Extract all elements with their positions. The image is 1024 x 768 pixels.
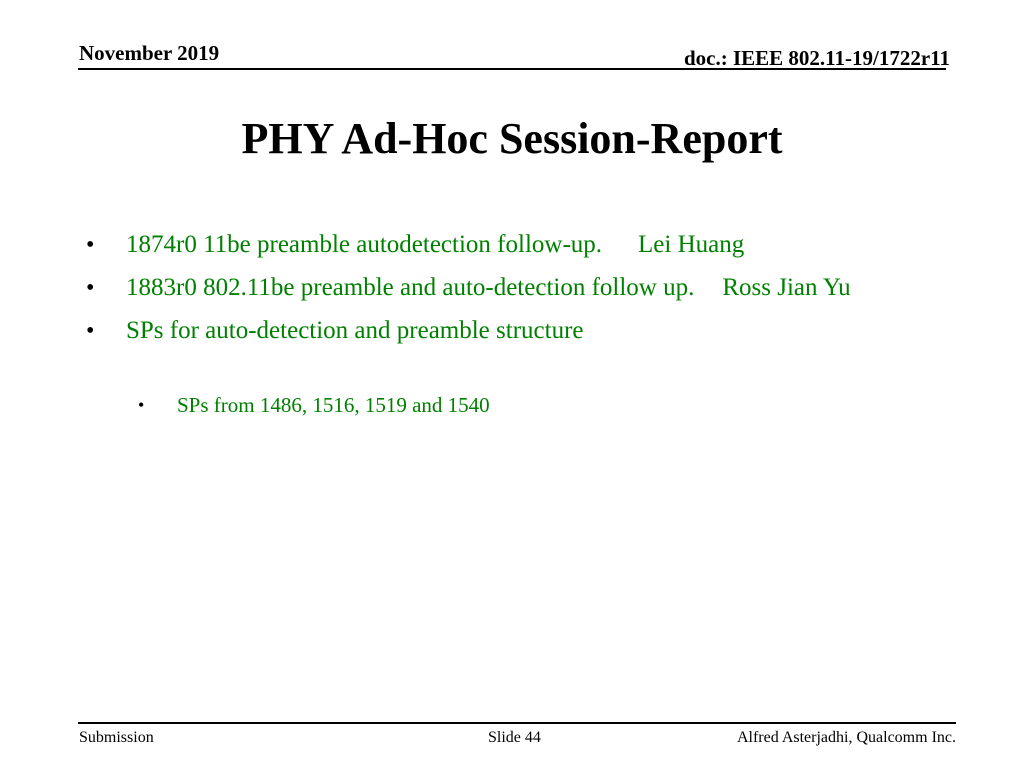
bullet-icon: • bbox=[86, 232, 95, 258]
footer-divider bbox=[78, 722, 956, 724]
bullet-item bbox=[80, 314, 940, 348]
bullet-item bbox=[80, 228, 940, 262]
footer-slide-number: Slide 44 bbox=[488, 729, 541, 746]
header-date: November 2019 bbox=[79, 41, 220, 65]
sub-bullet-item bbox=[80, 391, 940, 419]
bullet-author: Lei Huang bbox=[638, 231, 745, 258]
bullet-icon: • bbox=[86, 275, 95, 301]
bullet-text bbox=[126, 274, 851, 301]
sub-bullet-list bbox=[80, 391, 940, 419]
sub-bullet-icon: • bbox=[138, 395, 145, 415]
footer-author: Alfred Asterjadhi, Qualcomm Inc. bbox=[736, 729, 956, 746]
bullet-text: SPs for auto-detection and preamble structure bbox=[126, 317, 584, 344]
header-divider bbox=[78, 68, 946, 70]
header-doc-id: doc.: IEEE 802.11-19/1722r11 bbox=[683, 46, 950, 70]
bullet-list bbox=[80, 228, 940, 348]
bullet-icon: • bbox=[86, 318, 95, 344]
bullet-title: 1883r0 802.11be preamble and auto-detection follow up. bbox=[126, 274, 695, 301]
bullet-text bbox=[126, 231, 744, 258]
bullet-author: Ross Jian Yu bbox=[722, 274, 851, 301]
sub-bullet-text: SPs from 1486, 1516, 1519 and 1540 bbox=[177, 393, 490, 417]
bullet-title: 1874r0 11be preamble autodetection follow-up. bbox=[126, 231, 603, 258]
bullet-item bbox=[80, 271, 940, 305]
slide-title: PHY Ad-Hoc Session-Report bbox=[241, 114, 783, 163]
footer-submission: Submission bbox=[79, 729, 154, 746]
